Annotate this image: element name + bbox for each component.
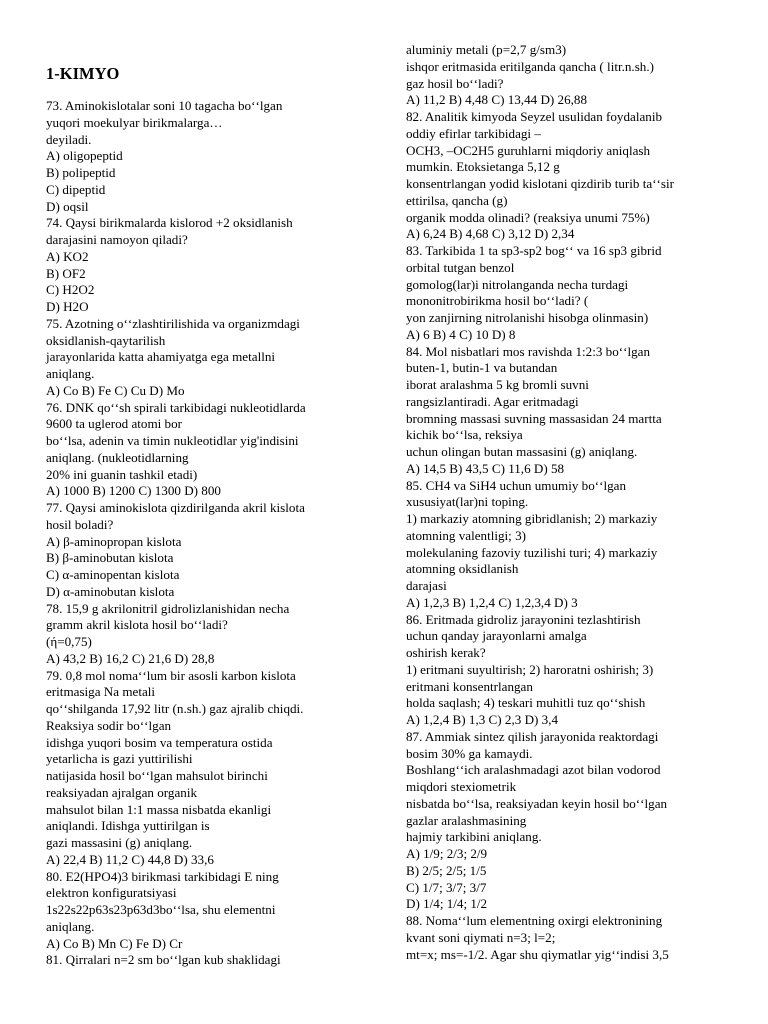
text-line: B) OF2	[46, 265, 86, 281]
text-line: C) H2O2	[46, 282, 95, 298]
text-line: oddiy efirlar tarkibidagi –	[406, 125, 541, 141]
text-line: eritmani konsentrlangan	[406, 678, 533, 694]
text-line: deyiladi.	[46, 131, 92, 147]
text-line: (ή=0,75)	[46, 634, 92, 649]
text-line: reaksiyadan ajralgan organik	[46, 784, 197, 800]
text-line: gazlar aralashmasining	[406, 812, 527, 828]
text-line: 20% ini guanin tashkil etadi)	[46, 466, 198, 482]
text-line: boʻʻlsa, adenin va timin nukleotidlar yig'indisini	[46, 433, 299, 448]
text-line: 79. 0,8 mol nomaʻʻlum bir asosli karbon kislota	[46, 667, 296, 683]
text-line: miqdori stexiometrik	[406, 779, 517, 794]
text-line: hajmiy tarkibini aniqlang.	[406, 829, 542, 845]
text-line: natijasida hosil boʻʻlgan mahsulot birinchi	[46, 768, 268, 783]
text-line: darajasini namoyon qiladi?	[46, 232, 188, 247]
text-line: 1s22s22p63s23p63d3boʻʻlsa, shu elementni	[46, 902, 276, 917]
text-line: organik modda olinadi? (reaksiya unumi 75%)	[406, 209, 650, 225]
text-line: A) 22,4 B) 11,2 C) 44,8 D) 33,6	[46, 851, 214, 867]
text-line: kichik boʻʻlsa, reksiya	[406, 427, 523, 443]
text-line: A) 1,2,3 B) 1,2,4 C) 1,2,3,4 D) 3	[406, 594, 578, 610]
text-line: D) α-aminobutan kislota	[46, 583, 175, 599]
text-line: aniqlang.	[46, 366, 95, 381]
text-line: holda saqlash; 4) teskari muhitli tuz qoʻʻshish	[406, 695, 646, 711]
text-line: orbital tutgan benzol	[406, 259, 515, 275]
text-line: mahsulot bilan 1:1 massa nisbatda ekanligi	[46, 801, 272, 817]
text-line: A) Co B) Fe C) Cu D) Mo	[46, 382, 185, 398]
text-line: ishqor eritmasida eritilganda qancha ( litr.n.sh.)	[406, 58, 654, 74]
text-line: kvant soni qiymati n=3; l=2;	[406, 929, 556, 945]
text-line: 86. Eritmada gidroliz jarayonini tezlashtirish	[406, 611, 641, 627]
text-line: D) oqsil	[46, 198, 89, 214]
text-line: 9600 ta uglerod atomi bor	[46, 416, 183, 432]
text-line: yetarlicha is gazi yuttirilishi	[46, 751, 193, 767]
text-line: 1) eritmani suyultirish; 2) haroratni oshirish; 3)	[406, 661, 654, 677]
text-line: C) 1/7; 3/7; 3/7	[406, 879, 487, 895]
text-line: darajasi	[406, 578, 447, 593]
text-line: atomning oksidlanish	[406, 561, 519, 577]
text-line: mononitrobirikma hosil boʻʻladi? (	[406, 293, 589, 309]
page-title: 1-KIMYO	[46, 64, 120, 83]
text-line: A) β-aminopropan kislota	[46, 533, 182, 549]
text-line: A) 6 B) 4 C) 10 D) 8	[406, 326, 516, 342]
text-line: 75. Azotning oʻʻzlashtirilishida va organizmdagi	[46, 315, 300, 331]
text-line: aniqlang.	[46, 918, 95, 934]
text-line: 85. CH4 va SiH4 uchun umumiy boʻʻlgan	[406, 477, 627, 493]
text-line: C) dipeptid	[46, 181, 106, 197]
text-line: A) 43,2 B) 16,2 C) 21,6 D) 28,8	[46, 650, 215, 666]
text-line: 78. 15,9 g akrilonitril gidrolizlanishidan necha	[46, 600, 290, 616]
text-line: 84. Mol nisbatlari mos ravishda 1:2:3 boʻʻlgan	[406, 343, 651, 359]
left-column-text	[46, 98, 364, 969]
text-line: aluminiy metali (p=2,7 g/sm3)	[406, 42, 567, 57]
text-line: 77. Qaysi aminokislota qizdirilganda akril kislota	[46, 500, 305, 515]
right-column-text	[406, 42, 746, 963]
text-line: idishga yuqori bosim va temperatura ostida	[46, 734, 273, 750]
text-line: B) 2/5; 2/5; 1/5	[406, 862, 487, 878]
text-line: A) 6,24 B) 4,68 C) 3,12 D) 2,34	[406, 226, 575, 242]
text-line: aniqlandi. Idishga yuttirilgan is	[46, 818, 210, 834]
text-line: elektron konfiguratsiyasi	[46, 885, 177, 901]
text-line: 87. Ammiak sintez qilish jarayonida reaktordagi	[406, 728, 659, 744]
text-line: Reaksiya sodir boʻʻlgan	[46, 717, 172, 733]
text-line: A) Co B) Mn C) Fe D) Cr	[46, 935, 183, 951]
text-line: gaz hosil boʻʻladi?	[406, 75, 504, 91]
text-line: 82. Analitik kimyoda Seyzel usulidan foydalanib	[406, 109, 663, 124]
text-line: nisbatda boʻʻlsa, reaksiyadan keyin hosil boʻʻlgan	[406, 795, 668, 811]
text-line: 83. Tarkibida 1 ta sp3-sp2 bogʻʻ va 16 sp3 gibrid	[406, 243, 662, 258]
text-line: gramm akril kislota hosil boʻʻladi?	[46, 617, 228, 633]
text-line: konsentrlangan yodid kislotani qizdirib turib taʻʻsir	[406, 176, 675, 191]
text-line: yon zanjirning nitrolanishi hisobga olinmasin)	[406, 310, 649, 325]
text-line: oksidlanish-qaytarilish	[46, 332, 166, 348]
text-line: rangsizlantiradi. Agar eritmadagi	[406, 393, 579, 409]
text-line: uchun qanday jarayonlarni amalga	[406, 628, 587, 644]
text-line: iborat aralashma 5 kg bromli suvni	[406, 377, 589, 392]
text-line: bosim 30% ga kamaydi.	[406, 745, 533, 761]
text-line: 76. DNK qoʻʻsh spirali tarkibidagi nukleotidlarda	[46, 399, 306, 415]
text-line: bromning massasi suvning massasidan 24 martta	[406, 410, 662, 426]
text-line: 73. Aminokislotalar soni 10 tagacha boʻʻlgan	[46, 98, 283, 113]
text-line: 80. E2(HPO4)3 birikmasi tarkibidagi E ning	[46, 868, 279, 884]
text-line: 88. Nomaʻʻlum elementning oxirgi elektronining	[406, 913, 663, 928]
text-line: 1) markaziy atomning gibridlanish; 2) markaziy	[406, 511, 658, 526]
text-line: 81. Qirralari n=2 sm boʻʻlgan kub shaklidagi	[46, 952, 281, 968]
text-line: oshirish kerak?	[406, 645, 486, 660]
text-line: mumkin. Etoksietanga 5,12 g	[406, 159, 560, 175]
text-line: A) 1000 B) 1200 C) 1300 D) 800	[46, 483, 221, 499]
right-column	[406, 42, 746, 963]
left-column	[46, 64, 364, 969]
text-line: gazi massasini (g) aniqlang.	[46, 835, 193, 850]
text-line: molekulaning fazoviy tuzilishi turi; 4) markaziy	[406, 544, 658, 560]
text-line: eritmasiga Na metali	[46, 684, 156, 700]
text-line: Boshlangʻʻich aralashmadagi azot bilan vodorod	[406, 762, 661, 778]
text-line: buten-1, butin-1 va butandan	[406, 360, 558, 376]
text-line: B) polipeptid	[46, 165, 116, 180]
text-line: D) 1/4; 1/4; 1/2	[406, 896, 488, 912]
text-line: ettirilsa, qancha (g)	[406, 192, 508, 208]
text-line: mt=x; ms=-1/2. Agar shu qiymatlar yigʻʻindisi 3,5	[406, 946, 669, 962]
text-line: hosil boladi?	[46, 516, 114, 532]
text-line: atomning valentligi; 3)	[406, 527, 527, 543]
text-line: A) 11,2 B) 4,48 C) 13,44 D) 26,88	[406, 92, 587, 108]
text-line: A) oligopeptid	[46, 148, 123, 164]
text-line: A) 1/9; 2/3; 2/9	[406, 846, 488, 861]
text-line: xususiyat(lar)ni toping.	[406, 494, 529, 510]
text-line: 74. Qaysi birikmalarda kislorod +2 oksidlanish	[46, 215, 293, 231]
text-line: A) 1,2,4 B) 1,3 C) 2,3 D) 3,4	[406, 712, 559, 727]
text-line: uchun olingan butan massasini (g) aniqlang.	[406, 444, 638, 459]
text-line: A) KO2	[46, 248, 89, 264]
text-line: aniqlang. (nukleotidlarning	[46, 449, 189, 465]
text-line: qoʻʻshilganda 17,92 litr (n.sh.) gaz ajralib chiqdi.	[46, 701, 304, 716]
text-line: D) H2O	[46, 299, 89, 314]
text-line: OCH3, –OC2H5 guruhlarni miqdoriy aniqlash	[406, 142, 651, 158]
text-line: B) β-aminobutan kislota	[46, 550, 174, 566]
text-line: C) α-aminopentan kislota	[46, 567, 180, 582]
text-line: jarayonlarida katta ahamiyatga ega metallni	[46, 349, 276, 365]
text-line: A) 14,5 B) 43,5 C) 11,6 D) 58	[406, 460, 565, 476]
text-line: gomolog(lar)i nitrolanganda necha turdagi	[406, 276, 629, 292]
text-line: yuqori moekulyar birikmalarga…	[46, 114, 223, 130]
